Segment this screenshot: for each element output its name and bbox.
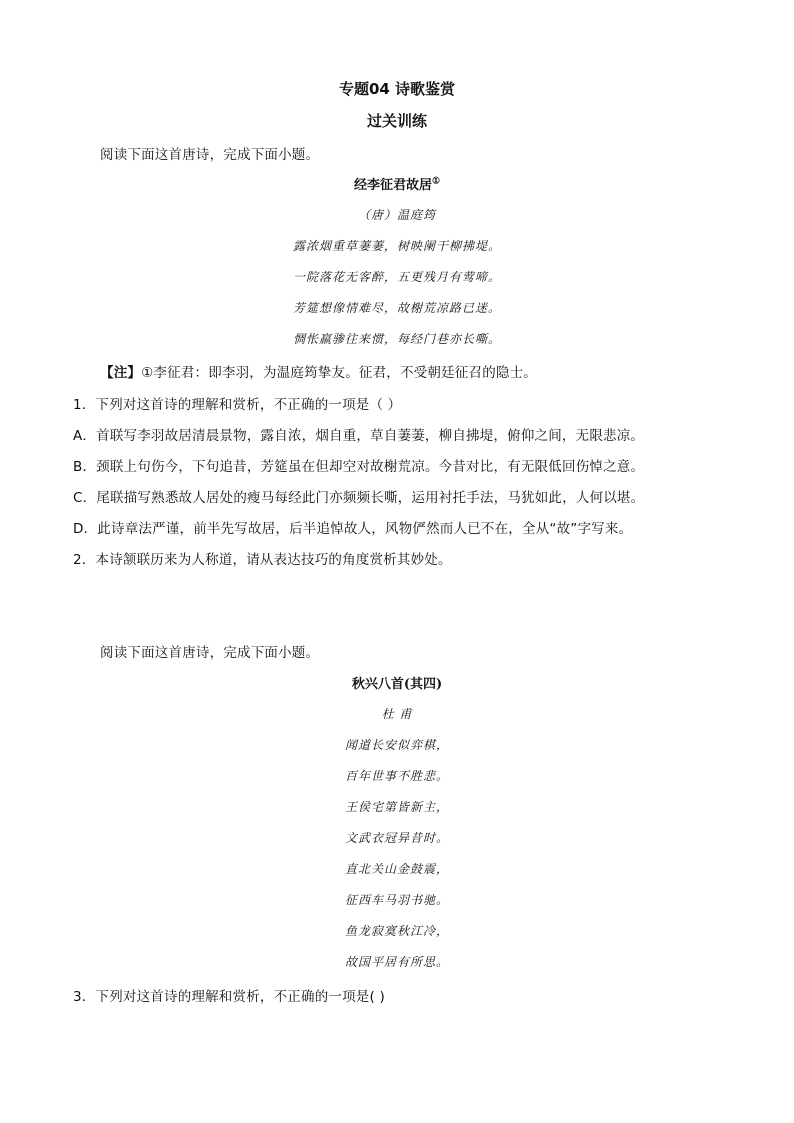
poem2-line: 征西车马羽书驰。 bbox=[344, 893, 449, 907]
poem2-author: 杜 甫 bbox=[381, 707, 413, 721]
footnote-label: 【注】 bbox=[100, 365, 142, 381]
poem1-footnote bbox=[100, 361, 537, 381]
poem1-line: 惆怅羸骖往来惯，每经门巷亦长嘶。 bbox=[292, 332, 501, 346]
poem2-title: 秋兴八首(其四) bbox=[351, 677, 443, 692]
page-title: 专题04 诗歌鉴赏 bbox=[338, 80, 456, 98]
footnote-text: ①李征君：即李羽，为温庭筠挚友。征君，不受朝廷征召的隐士。 bbox=[141, 365, 538, 381]
section2-instruction: 阅读下面这首唐诗，完成下面小题。 bbox=[100, 645, 320, 661]
poem1-title-text: 经李征君故居 bbox=[353, 178, 432, 193]
option-b: B．颈联上句伤今，下句追昔，芳筵虽在但却空对故榭荒凉。今昔对比，有无限低回伤悼之意。 bbox=[73, 459, 645, 475]
poem2-line: 闻道长安似弈棋， bbox=[344, 738, 449, 752]
poem1-line: 芳筵想像情难尽，故榭荒凉路已迷。 bbox=[292, 301, 501, 315]
poem1-title-note-mark: ① bbox=[431, 176, 441, 187]
poem1-line: 露浓烟重草萋萋，树映阑干柳拂堤。 bbox=[292, 239, 501, 253]
question-2: 2．本诗颔联历来为人称道，请从表达技巧的角度赏析其妙处。 bbox=[73, 552, 452, 568]
poem2-line: 百年世事不胜悲。 bbox=[344, 769, 449, 783]
section1-instruction: 阅读下面这首唐诗，完成下面小题。 bbox=[100, 147, 320, 163]
question-1: 1．下列对这首诗的理解和赏析，不正确的一项是（ ） bbox=[73, 397, 402, 413]
poem2-line: 鱼龙寂寞秋江冷， bbox=[344, 924, 449, 938]
poem1-line: 一院落花无客醉，五更残月有莺啼。 bbox=[292, 270, 501, 284]
poem2-line: 文武衣冠异昔时。 bbox=[344, 831, 449, 845]
poem1-author: （唐）温庭筠 bbox=[357, 208, 436, 222]
page-subtitle: 过关训练 bbox=[366, 112, 427, 130]
poem2-line: 故国平居有所思。 bbox=[344, 955, 449, 969]
poem2-line: 直北关山金鼓震， bbox=[344, 862, 449, 876]
poem1-title bbox=[0, 174, 794, 193]
option-a: A．首联写李羽故居清晨景物，露自浓，烟自重，草自萋萋，柳自拂堤，俯仰之间，无限悲凉。 bbox=[73, 428, 645, 444]
option-d: D．此诗章法严谨，前半先写故居，后半追悼故人，风物俨然而人已不在，全从“故”字写来。 bbox=[73, 521, 633, 537]
question-3: 3．下列对这首诗的理解和赏析，不正确的一项是( ) bbox=[73, 989, 385, 1005]
poem2-line: 王侯宅第皆新主， bbox=[344, 800, 449, 814]
option-c: C．尾联描写熟悉故人居处的瘦马每经此门亦频频长嘶，运用衬托手法，马犹如此，人何以堪。 bbox=[73, 490, 645, 506]
